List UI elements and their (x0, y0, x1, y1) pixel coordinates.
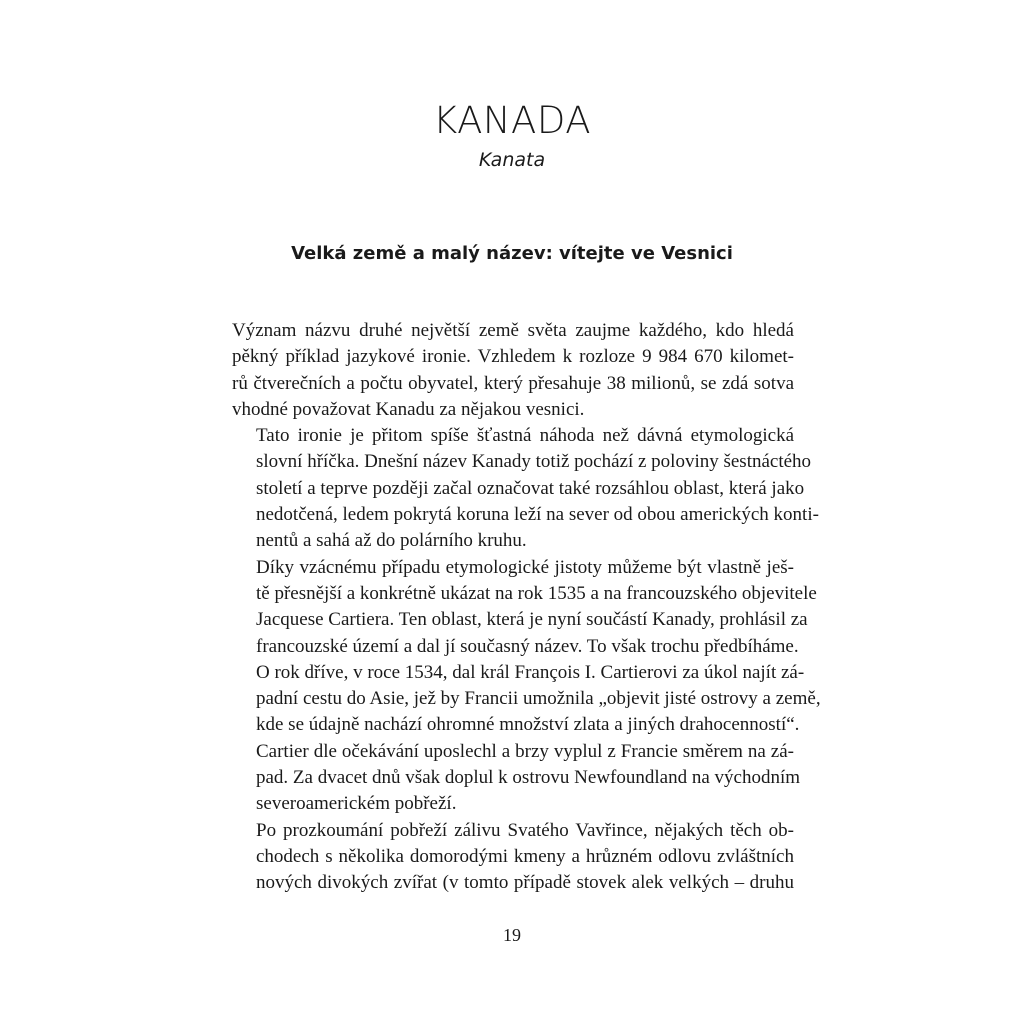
text-line: rů čtverečních a počtu obyvatel, který přesahuje 38 milionů, se zdá sotva (232, 372, 794, 394)
text-line: nentů a sahá až do polárního kruhu. (256, 530, 527, 552)
text-line: Cartier dle očekávání uposlechl a brzy vyplul z Francie směrem na zá- (256, 740, 794, 762)
text-line: století a teprve později začal označovat také rozsáhlou oblast, která jako (256, 477, 805, 499)
text-line: chodech s několika domorodými kmeny a hrůzném odlovu zvláštních (256, 845, 794, 867)
text-line: padní cestu do Asie, jež by Francii umožnila „objevit jisté ostrovy a země, (256, 688, 821, 710)
chapter-title: KANADA (432, 99, 592, 142)
text-line: Význam názvu druhé největší země světa zaujme každého, kdo hledá (232, 320, 794, 341)
text-line: severoamerickém pobřeží. (256, 793, 457, 815)
text-line: nedotčená, ledem pokrytá koruna leží na sever od obou amerických konti- (256, 504, 819, 526)
text-line: francouzské území a dal jí současný název. To však trochu předbíháme. (256, 635, 799, 657)
body-text (232, 318, 821, 897)
text-line: Jacquese Cartiera. Ten oblast, která je nyní součástí Kanady, prohlásil za (256, 609, 808, 631)
text-line: Díky vzácnému případu etymologické jistoty můžeme být vlastně ješ- (256, 556, 794, 578)
text-line: nových divokých zvířat (v tomto případě stovek alek velkých – druhu (256, 872, 794, 894)
paragraph (232, 660, 821, 818)
section-heading: Velká země a malý název: vítejte ve Vesnici (291, 243, 733, 264)
text-line: tě přesnější a konkrétně ukázat na rok 1535 a na francouzského objevitele (256, 582, 817, 604)
page-number: 19 (503, 925, 521, 945)
paragraph (232, 555, 817, 660)
text-line: O rok dříve, v roce 1534, dal král François I. Cartierovi za úkol najít zá- (256, 661, 805, 683)
paragraph (232, 318, 794, 423)
chapter-subtitle: Kanata (478, 149, 546, 171)
paragraph (232, 818, 794, 897)
text-line: Po prozkoumání pobřeží zálivu Svatého Vavřince, nějakých těch ob- (256, 819, 794, 841)
text-line: slovní hříčka. Dnešní název Kanady totiž pochází z poloviny šestnáctého (256, 451, 812, 473)
text-line: pěkný příklad jazykové ironie. Vzhledem k rozloze 9 984 670 kilomet- (232, 346, 794, 368)
text-line: pad. Za dvacet dnů však doplul k ostrovu Newfoundland na východním (256, 767, 801, 789)
text-line: kde se údajně nachází ohromné množství zlata a jiných drahocenností“. (256, 714, 800, 736)
text-line: vhodné považovat Kanadu za nějakou vesnici. (232, 398, 585, 420)
text-line: Tato ironie je přitom spíše šťastná náhoda než dávná etymologická (256, 425, 794, 447)
paragraph (232, 423, 819, 554)
